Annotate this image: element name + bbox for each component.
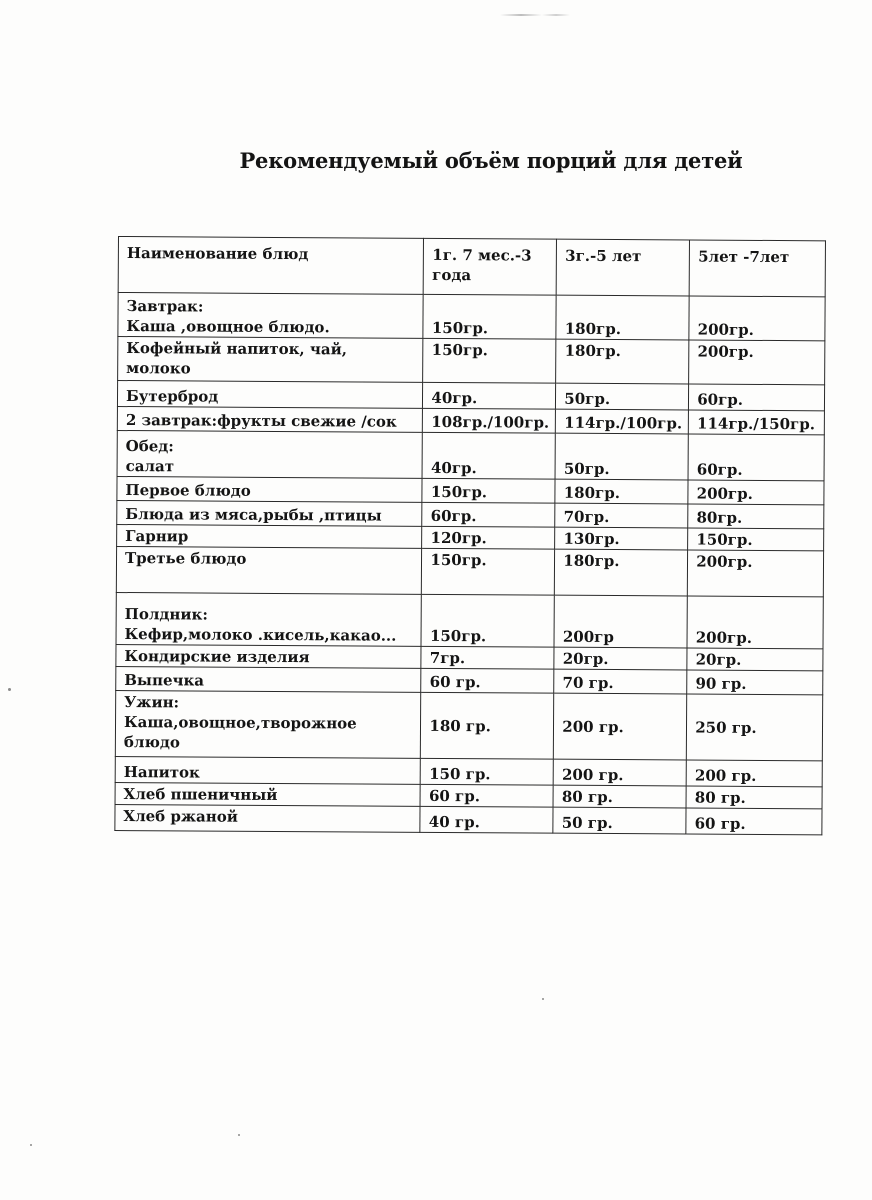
portion-age-2: 70гр.: [555, 503, 688, 528]
scan-speck: [30, 1144, 32, 1146]
portion-age-1: 150 гр.: [421, 758, 554, 785]
portion-age-3: 250 гр.: [687, 694, 823, 761]
scan-speck: [238, 1134, 240, 1136]
scan-speck: [8, 688, 11, 691]
portion-age-2: 70 гр.: [554, 669, 687, 694]
table-row: [115, 690, 822, 760]
portion-age-2: 130гр.: [555, 527, 688, 550]
portion-age-2: 20гр.: [554, 647, 687, 670]
portion-age-2: 114гр./100гр.: [556, 409, 689, 434]
portion-age-3: 90 гр.: [687, 670, 823, 695]
dish-name: Бутерброд: [117, 381, 423, 409]
portion-age-3: 200гр.: [689, 296, 825, 341]
portion-age-3: 200гр.: [688, 550, 824, 597]
dish-name: Хлеб ржаной: [115, 804, 421, 832]
dish-name: Третье блюдо: [116, 546, 422, 594]
portion-age-2: 200 гр.: [553, 759, 686, 786]
portion-age-2: 200гр: [554, 595, 687, 648]
table-row: [117, 476, 824, 504]
dish-name: Хлеб пшеничный: [115, 782, 421, 806]
table-row: [115, 804, 822, 834]
portion-age-1: 150гр.: [422, 548, 555, 595]
portion-age-1: 7гр.: [421, 646, 554, 669]
portion-age-2: 180гр.: [555, 549, 688, 596]
portion-age-3: 60гр.: [689, 384, 825, 411]
portion-age-3: 80гр.: [688, 504, 824, 529]
dish-name: Кондирские изделия: [116, 644, 422, 668]
portion-age-1: 180 гр.: [421, 692, 554, 759]
table-row: [118, 337, 825, 385]
portion-age-3: 200гр.: [688, 480, 824, 505]
portion-age-1: 120гр.: [422, 526, 555, 549]
portion-age-1: 60гр.: [422, 502, 555, 527]
portion-age-2: 50 гр.: [553, 807, 686, 834]
portion-age-2: 180гр.: [556, 339, 689, 384]
portion-age-1: 60 гр.: [420, 784, 553, 807]
dish-name: Полдник: Кефир,молоко .кисель,какао...: [116, 592, 422, 646]
header-dish-name: Наименование блюд: [118, 237, 424, 295]
portion-age-1: 150гр.: [423, 294, 556, 339]
portion-age-1: 60 гр.: [421, 668, 554, 693]
portion-age-3: 200гр.: [687, 596, 823, 649]
portion-age-1: 150гр.: [423, 338, 556, 383]
dish-name: Блюда из мяса,рыбы ,птицы: [117, 500, 423, 526]
dish-name: Первое блюдо: [117, 476, 423, 502]
scan-speck: [542, 998, 544, 1000]
portion-age-3: 20гр.: [687, 648, 823, 671]
table-row: [117, 500, 824, 528]
portion-age-3: 60гр.: [688, 434, 824, 481]
scan-artifact: [500, 14, 570, 16]
dish-name: Гарнир: [117, 524, 423, 548]
portion-age-3: 150гр.: [688, 528, 824, 551]
table-row: [117, 406, 824, 434]
portion-age-1: 40гр.: [422, 432, 555, 479]
portion-age-2: 50гр.: [555, 433, 688, 480]
portion-age-2: 200 гр.: [554, 693, 687, 760]
portion-age-3: 80 гр.: [686, 786, 822, 809]
portion-table: [114, 236, 826, 835]
portion-age-1: 40гр.: [423, 382, 556, 409]
portion-age-3: 114гр./150гр.: [689, 410, 825, 435]
dish-name: Кофейный напиток, чай, молоко: [118, 337, 424, 383]
dish-name: Завтрак: Каша ,овощное блюдо.: [118, 293, 424, 339]
portion-age-1: 150гр.: [421, 594, 554, 647]
portion-age-3: 60 гр.: [686, 808, 822, 835]
portion-age-2: 180гр.: [555, 479, 688, 504]
table-header-row: [118, 237, 825, 297]
dish-name: Ужин: Каша,овощное,творожное блюдо: [115, 690, 421, 758]
table-row: [118, 293, 825, 341]
portion-age-3: 200 гр.: [686, 760, 822, 787]
portion-age-1: 150гр.: [422, 478, 555, 503]
table-row: [116, 546, 823, 596]
dish-name: Обед: салат: [117, 430, 423, 478]
portion-age-3: 200гр.: [689, 340, 825, 385]
portion-age-1: 108гр./100гр.: [423, 408, 556, 433]
table-row: [117, 430, 824, 480]
dish-name: Выпечка: [116, 666, 422, 692]
portion-age-1: 40 гр.: [420, 806, 553, 833]
dish-name: Напиток: [115, 756, 421, 784]
header-age-1: 1г. 7 мес.-3 года: [424, 238, 557, 295]
portion-age-2: 50гр.: [556, 383, 689, 410]
header-age-2: 3г.-5 лет: [556, 239, 689, 296]
table-row: [116, 592, 823, 648]
portion-age-2: 80 гр.: [553, 785, 686, 808]
dish-name: 2 завтрак:фрукты свежие /сок: [117, 406, 423, 432]
header-age-3: 5лет -7лет: [689, 240, 825, 297]
portion-age-2: 180гр.: [556, 295, 689, 340]
page-title: Рекомендуемый объём порций для детей: [239, 148, 743, 173]
